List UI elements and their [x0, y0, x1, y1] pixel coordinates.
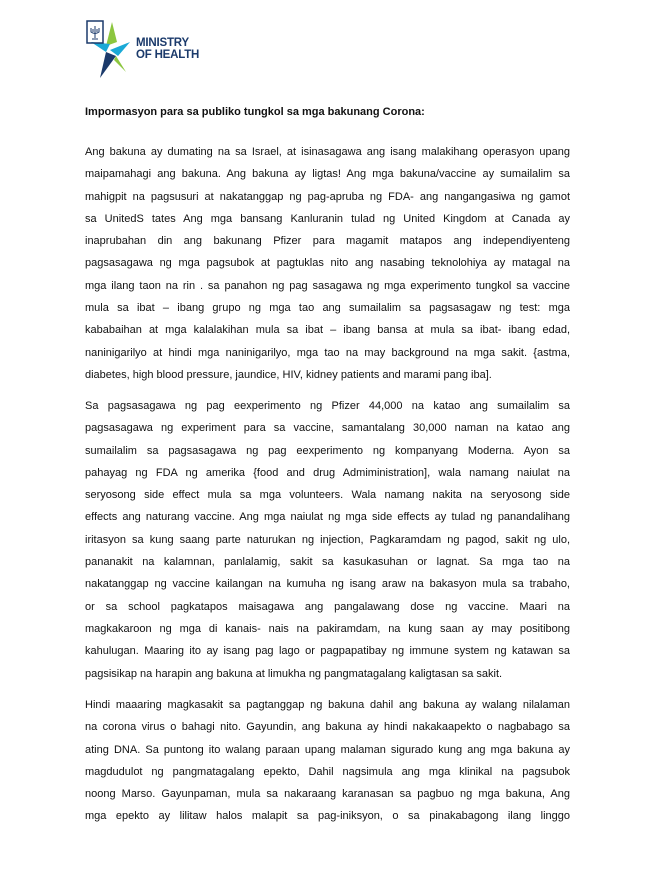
paragraph-line: naninigarilyo at hindi mga naninigarilyo, mga tao na may background na mga sakit. {astma,	[85, 346, 570, 359]
paragraph-2	[85, 395, 570, 685]
paragraph-line: mga ilang taon na rin . sa panahon ng pag sasagawa ng mga experimento tungkol sa vaccine	[85, 279, 570, 292]
paragraph-line: pananakit na kalamnan, panlalamig, sakit sa kasukasuhan or lagnat. Sa mga tao na	[85, 556, 570, 569]
paragraph-line: magdudulot ng pangmatagalang epekto, Dahil nagsimula ang mga klinikal na pagsubok	[85, 765, 570, 778]
paragraph-line: effects ang naturang vaccine. Ang mga naiulat ng mga side effects ay tulad ng panandalihang	[85, 511, 570, 524]
paragraph-line: mahigpit na pagsusuri at nakatanggap ng pag-apruba ng FDA- ang nangangasiwa ng gamot	[85, 190, 570, 203]
paragraph-line: mga epekto ay lilitaw halos malapit sa pag-iniksyon, o sa pinakabagong ilang linggo	[85, 810, 570, 823]
paragraph-3	[85, 694, 570, 828]
paragraph-line: pagsisikap na harapin ang bakuna at limukha ng pangmatagalang kaligtasan sa sakit.	[85, 667, 503, 680]
paragraph-line: diabetes, high blood pressure, jaundice, HIV, kidney patients and marami pang iba].	[85, 368, 492, 381]
paragraph-line: iritasyon sa kung saang parte naturukan ng injection, Pagkaramdam ng pagod, sakit ng ulo,	[85, 533, 570, 546]
page-heading: Impormasyon para sa publiko tungkol sa mga bakunang Corona:	[85, 106, 425, 118]
paragraph-line: kahulugan. Maaring ito ay isang pag lago or pagpapatibay ng immune system ng katawan sa	[85, 645, 570, 658]
paragraph-line: seryosong side effect mula sa mga volunteers. Wala namang nakita na seryosong side	[85, 489, 570, 502]
paragraph-line: kababaihan at mga kalalakihan mula sa ibat – ibang bansa at mula sa ibat- ibang edad,	[85, 324, 570, 337]
paragraph-line: pagsasagawa ng mga pagsubok at pagtuklas nito ang nasabing teknolohiya ay matagal na	[85, 257, 570, 270]
paragraph-1	[85, 141, 570, 386]
paragraph-line: pagsasagawa ng experiment para sa vaccine, samantalang 30,000 naman na katao ang	[85, 422, 570, 435]
paragraph-line: or sa school pagkatapos maisagawa ang pangalawang dose ng vaccine. Maari na	[85, 600, 570, 613]
paragraph-line: sa UnitedS tates Ang mga bansang Kanluranin tulad ng United Kingdom at Canada ay	[85, 212, 570, 225]
paragraph-line: Sa pagsasagawa ng pag eexperimento ng Pfizer 44,000 na katao ang sumailalim sa	[85, 400, 570, 412]
paragraph-line: magkakaroon ng mga di kanais- nais na pakiramdam, na kung saan ay may positibong	[85, 622, 570, 635]
paragraph-line: pahayag ng FDA ng amerika {food and drug Admiministration], wala namang naiulat na	[85, 466, 570, 479]
logo-wordmark	[136, 37, 199, 61]
logo-line-2: OF HEALTH	[136, 49, 200, 61]
paragraph-line: inaprubahan din ang bakunang Pfizer para magamit matapos ang independiyenteng	[85, 235, 570, 248]
paragraph-line: sumailalim sa pagsasagawa ng pag eexperimento ng kompanyang Moderna. Ayon sa	[85, 444, 570, 457]
paragraph-line: ating DNA. Sa puntong ito walang paraan upang malaman sigurado kung ang mga bakuna ay	[85, 743, 570, 756]
paragraph-line: mula sa ibat – ibang grupo ng mga tao ang sumailalim sa pagsasagaw ng test: mga	[85, 302, 570, 315]
paragraph-line: nakatanggap ng vaccine kailangan na kumuha ng isang araw na bakasyon mula sa trabaho,	[85, 578, 570, 591]
paragraph-line: Hindi maaaring magkasakit sa pagtanggap ng bakuna dahil ang bakuna ay walang nilalaman	[85, 699, 570, 711]
paragraph-line: noong Marso. Gayunpaman, mula sa nakaraang karanasan sa pagbuo ng mga bakuna, Ang	[85, 788, 570, 801]
logo-line-1: MINISTRY	[136, 37, 189, 49]
paragraph-line: maipamahagi ang bakuna. Ang bakuna ay ligtas! Ang mga bakuna/vaccine ay sumailalim sa	[85, 168, 570, 181]
paragraph-line: Ang bakuna ay dumating na sa Israel, at isinasagawa ang isang malakihang operasyon upang	[85, 146, 570, 158]
ministry-of-health-logo	[86, 20, 236, 84]
menorah-emblem-icon	[86, 20, 104, 44]
paragraph-line: na corona virus o bahagi nito. Gayundin, ang bakuna ay hindi nakakaapekto o nagbabago sa	[85, 721, 570, 734]
